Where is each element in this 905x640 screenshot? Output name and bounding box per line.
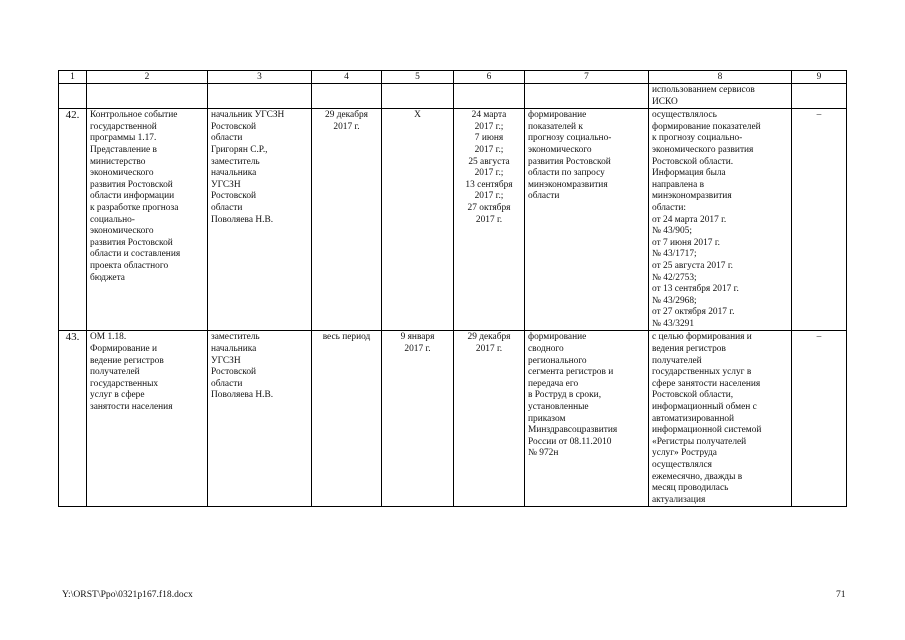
continuation-row [59, 84, 847, 109]
cell-line: экономического [528, 144, 592, 155]
cell-line: начальника [211, 344, 257, 355]
cell-line: начальника [211, 168, 257, 179]
table-cell [382, 84, 454, 109]
expected-result-cell [525, 331, 649, 507]
cell-line: актуализация [652, 494, 706, 505]
cell-line: 9 января [400, 332, 435, 343]
cell-line: развития Ростовской [90, 237, 173, 248]
cell-line: государственных [90, 378, 159, 389]
cell-line: 29 декабря [325, 110, 368, 121]
cell-line: Минздравсоцразвития [528, 425, 618, 436]
cell-line: развития Ростовской [90, 179, 173, 190]
cell-line: осуществлялось [652, 110, 717, 121]
header-cell: 8 [649, 71, 792, 84]
cell-line: X [414, 110, 421, 121]
table-row [59, 109, 847, 331]
cell-line: области: [652, 202, 686, 213]
start-date-cell [382, 331, 454, 507]
cell-line: минэкономразвития [652, 191, 732, 202]
actual-result-cell [649, 331, 792, 507]
cell-line: министерство [90, 156, 146, 167]
table-cell [87, 84, 208, 109]
cell-line: государственных услуг в [652, 367, 752, 378]
table-cell [312, 84, 382, 109]
table-row [59, 331, 847, 507]
file-path-footer: Y:\ORST\Ppo\0321p167.f18.docx [62, 589, 193, 600]
actual-date-cell [454, 109, 525, 331]
cell-line: экономического [90, 226, 154, 237]
header-cell: 2 [87, 71, 208, 84]
cell-line: бюджета [90, 272, 125, 283]
cell-line: области [211, 202, 243, 213]
cell-line: от 27 октября 2017 г. [652, 307, 735, 318]
cell-line: прогнозу социально- [528, 133, 612, 144]
cell-line: Информация была [652, 168, 726, 179]
result-cell [649, 84, 792, 109]
cell-line: социально- [90, 214, 135, 225]
cell-line: № 43/905; [652, 226, 692, 237]
cell-line: автоматизированной [652, 413, 735, 424]
cell-line: Поволяева Н.В. [211, 214, 274, 225]
event-name-cell [87, 331, 208, 507]
report-table [58, 70, 847, 507]
cell-line: 25 августа [468, 156, 510, 167]
cell-line: 2017 г.; [474, 168, 504, 179]
row-number: 42. [59, 109, 87, 331]
notes-cell [792, 109, 847, 331]
cell-line: России от 08.11.2010 [528, 436, 612, 447]
header-cell: 5 [382, 71, 454, 84]
cell-line: весь период [322, 332, 371, 343]
cell-line: – [816, 332, 822, 343]
event-name-cell [87, 109, 208, 331]
cell-line: 2017 г. [333, 121, 360, 132]
cell-line: показателей к [528, 121, 583, 132]
cell-line: сводного [528, 344, 564, 355]
cell-line: Ростовской [211, 121, 257, 132]
cell-line: услуг в сфере [90, 390, 145, 401]
cell-line: 13 сентября [465, 179, 513, 190]
cell-line: Ростовской области. [652, 156, 734, 167]
table-cell [208, 84, 312, 109]
cell-line: проекта областного [90, 260, 169, 271]
cell-line: Ростовской области, [652, 390, 734, 401]
header-cell: 9 [792, 71, 847, 84]
cell-line: передача его [528, 378, 579, 389]
planned-date-cell [312, 331, 382, 507]
cell-line: развития Ростовской [528, 156, 611, 167]
cell-line: минэкономразвития [528, 179, 608, 190]
cell-line: с целью формирования и [652, 332, 752, 343]
cell-line: от 13 сентября 2017 г. [652, 284, 739, 295]
cell-line: «Регистры получателей [652, 436, 747, 447]
cell-line: № 972н [528, 448, 559, 459]
table-cell [792, 84, 847, 109]
cell-line: формирование [528, 110, 587, 121]
cell-line: области [211, 133, 243, 144]
cell-line: ведение регистров [90, 355, 164, 366]
cell-line: ИСКО [652, 96, 678, 107]
expected-result-cell [525, 109, 649, 331]
cell-line: ОМ 1.18. [90, 332, 127, 343]
cell-line: регионального [528, 355, 587, 366]
cell-line: Ростовской [211, 191, 257, 202]
cell-line: информационный обмен с [652, 402, 757, 413]
cell-line: УГСЗН [211, 355, 241, 366]
header-cell: 3 [208, 71, 312, 84]
cell-line: ведения регистров [652, 344, 726, 355]
cell-line: Ростовской [211, 367, 257, 378]
cell-line: Контрольное событие [90, 110, 178, 121]
actual-result-cell [649, 109, 792, 331]
cell-line: № 43/3291 [652, 318, 695, 329]
cell-line: 2017 г.; [474, 144, 504, 155]
cell-line: установленные [528, 402, 589, 413]
start-date-cell [382, 109, 454, 331]
cell-line: осуществлялся [652, 460, 712, 470]
cell-line: от 25 августа 2017 г. [652, 260, 733, 271]
cell-line: 2017 г. [475, 214, 503, 225]
cell-line: экономического [90, 168, 154, 179]
header-cell: 1 [59, 71, 87, 84]
cell-line: от 24 марта 2017 г. [652, 214, 727, 225]
row-number: 43. [59, 331, 87, 507]
cell-line: в Роструд в сроки, [528, 390, 602, 401]
header-cell: 4 [312, 71, 382, 84]
cell-line: 2017 г.; [474, 191, 504, 202]
cell-line: Поволяева Н.В. [211, 390, 274, 401]
cell-line: области по запросу [528, 168, 605, 179]
cell-line: получателей [90, 367, 140, 378]
cell-line: – [816, 110, 822, 121]
cell-line: № 43/2968; [652, 295, 697, 306]
cell-line: экономического развития [652, 144, 754, 155]
cell-line: приказом [528, 413, 566, 424]
cell-line: от 7 июня 2017 г. [652, 237, 720, 248]
cell-line: 2017 г. [475, 344, 503, 355]
cell-line: 29 декабря [467, 332, 511, 343]
planned-date-cell [312, 109, 382, 331]
cell-line: заместитель [211, 156, 260, 167]
cell-line: 7 июня [474, 133, 504, 144]
cell-line: Представление в [90, 144, 157, 155]
cell-line: направлена в [652, 179, 705, 190]
cell-line: области [528, 191, 560, 202]
cell-line: ежемесячно, дважды в [652, 471, 743, 482]
page-number: 71 [836, 589, 846, 600]
cell-line: формирование [528, 332, 587, 343]
cell-line: Григорян С.Р., [211, 144, 268, 155]
cell-line: области информации [90, 191, 175, 202]
cell-line: сегмента регистров и [528, 367, 614, 378]
cell-line: услуг» Роструда [652, 448, 717, 459]
responsible-cell [208, 331, 312, 507]
cell-line: государственной [90, 121, 157, 132]
cell-line: месяц проводилась [652, 483, 729, 494]
cell-line: занятости населения [90, 402, 173, 413]
cell-line: начальник УГСЗН [211, 110, 285, 121]
header-cell: 6 [454, 71, 525, 84]
cell-line: № 42/2753; [652, 272, 697, 283]
cell-line: № 43/1717; [652, 249, 697, 260]
actual-date-cell [454, 331, 525, 507]
cell-line: использованием сервисов [652, 85, 755, 95]
cell-line: к разработке прогноза [90, 202, 179, 213]
cell-line: УГСЗН [211, 179, 241, 190]
header-cell: 7 [525, 71, 649, 84]
cell-line: формирование показателей [652, 121, 761, 132]
cell-line: программы 1.17. [90, 133, 157, 144]
cell-line: сфере занятости населения [652, 378, 761, 389]
cell-line: получателей [652, 355, 702, 366]
cell-line: области и составления [90, 249, 181, 260]
cell-line: информационной системой [652, 425, 762, 436]
responsible-cell [208, 109, 312, 331]
cell-line: 2017 г.; [474, 121, 504, 132]
cell-line: 27 октября [467, 202, 511, 213]
cell-line: области [211, 378, 243, 389]
table-cell [454, 84, 525, 109]
cell-line: к прогнозу социально- [652, 133, 743, 144]
notes-cell [792, 331, 847, 507]
column-number-header-row [59, 71, 847, 84]
cell-line: заместитель [211, 332, 260, 343]
table-cell [525, 84, 649, 109]
cell-line: 24 марта [471, 110, 507, 121]
cell-line: Формирование и [90, 344, 157, 355]
cell-line: 2017 г. [404, 344, 431, 355]
table-cell [59, 84, 87, 109]
